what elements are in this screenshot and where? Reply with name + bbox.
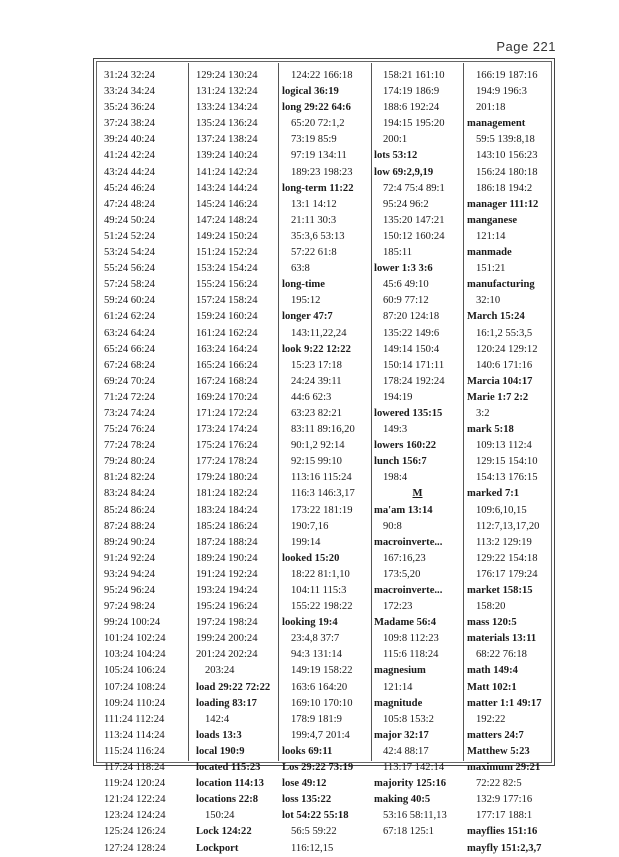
index-entry-refs: 158:20 <box>476 601 506 613</box>
index-entry-refs: 150:24 <box>205 810 235 822</box>
index-entry-refs: 169:24 170:24 <box>196 391 258 403</box>
index-entry-refs: 161:24 162:24 <box>196 327 258 339</box>
index-entry-refs: 151:21 <box>476 263 506 275</box>
index-entry-refs: 149:19 158:22 <box>291 665 353 677</box>
index-entry-refs: 90:1,2 92:14 <box>291 440 345 452</box>
index-entry-refs: 71:24 72:24 <box>104 391 155 403</box>
index-entry-term: market 158:15 <box>467 585 533 596</box>
index-entry-refs: 95:24 96:24 <box>104 585 155 596</box>
index-entry-term: mayflies 151:16 <box>467 826 538 838</box>
index-entry-term: materials 13:11 <box>467 633 537 645</box>
index-entry-refs: 115:24 116:24 <box>104 745 165 757</box>
index-entry-term: ma'am 13:14 <box>374 504 433 516</box>
index-entry-term: March 15:24 <box>467 311 525 323</box>
index-entry-refs: 140:6 171:16 <box>476 359 533 371</box>
index-entry-refs: 94:3 131:14 <box>291 649 342 661</box>
index-entry-refs: 191:24 192:24 <box>196 568 258 580</box>
index-entry-refs: 113:17 142:14 <box>383 762 445 774</box>
index-entry-refs: 92:15 99:10 <box>291 456 342 468</box>
index-entry-refs: 194:9 196:3 <box>476 86 527 98</box>
index-entry-refs: 109:24 110:24 <box>104 697 166 709</box>
index-entry-term: long 29:22 64:6 <box>282 102 351 114</box>
index-entry-term: low 69:2,9,19 <box>374 166 434 178</box>
index-entry-refs: 32:10 <box>476 295 501 307</box>
index-entry-refs: 57:24 58:24 <box>104 279 155 291</box>
index-entry-refs: 45:6 49:10 <box>383 279 429 291</box>
index-entry-refs: 105:24 106:24 <box>104 665 166 677</box>
index-entry-refs: 201:18 <box>476 102 506 114</box>
index-entry-term: located 115:23 <box>196 762 261 774</box>
index-entry-refs: 51:24 52:24 <box>104 230 155 242</box>
index-entry-refs: 142:4 <box>205 713 230 725</box>
index-entry-refs: 157:24 158:24 <box>196 295 258 307</box>
index-entry-refs: 59:5 139:8,18 <box>476 134 535 146</box>
index-entry-refs: 147:24 148:24 <box>196 214 258 226</box>
index-entry-refs: 121:14 <box>383 681 413 693</box>
index-entry-refs: 56:5 59:22 <box>291 826 337 838</box>
index-entry-term: location 114:13 <box>196 778 264 790</box>
index-entry-term: loading 83:17 <box>196 697 257 709</box>
index-entry-refs: 39:24 40:24 <box>104 134 155 146</box>
index-entry-refs: 49:24 50:24 <box>104 214 155 226</box>
index-entry-refs: 159:24 160:24 <box>196 311 258 323</box>
index-entry-refs: 155:22 198:22 <box>291 601 353 613</box>
index-entry-refs: 73:24 74:24 <box>104 407 155 419</box>
index-entry-refs: 65:24 66:24 <box>104 343 155 355</box>
index-entry-refs: 155:24 156:24 <box>196 279 258 291</box>
index-entry-refs: 143:24 144:24 <box>196 182 258 194</box>
index-entry-refs: 178:9 181:9 <box>291 713 342 725</box>
index-entry-refs: 188:6 192:24 <box>383 102 440 114</box>
index-entry-refs: 135:24 136:24 <box>196 118 258 130</box>
index-entry-refs: 165:24 166:24 <box>196 359 258 371</box>
index-entry-refs: 172:23 <box>383 601 413 613</box>
index-entry-refs: 113:24 114:24 <box>104 729 165 741</box>
index-entry-refs: 150:14 171:11 <box>383 359 445 371</box>
index-entry-refs: 60:9 77:12 <box>383 295 429 307</box>
index-entry-term: majority 125:16 <box>374 778 447 790</box>
index-entry-refs: 143:11,22,24 <box>291 327 347 339</box>
index-entry-refs: 101:24 102:24 <box>104 633 166 645</box>
index-entry-refs: 173:22 181:19 <box>291 504 353 516</box>
index-entry-term: lower 1:3 3:6 <box>374 263 433 275</box>
index-entry-term: manufacturing <box>467 279 535 291</box>
index-entry-refs: 109:13 112:4 <box>476 440 532 452</box>
index-entry-refs: 53:24 54:24 <box>104 247 155 259</box>
column-divider <box>371 63 372 761</box>
index-entry-term: Madame 56:4 <box>374 617 437 629</box>
index-entry-refs: 18:22 81:1,10 <box>291 568 350 580</box>
index-entry-refs: 42:4 88:17 <box>383 745 429 757</box>
index-entry-refs: 24:24 39:11 <box>291 375 342 387</box>
index-entry-refs: 194:15 195:20 <box>383 118 445 130</box>
index-entry-refs: 150:12 160:24 <box>383 230 445 242</box>
index-entry-refs: 55:24 56:24 <box>104 263 155 275</box>
index-entry-refs: 166:19 187:16 <box>476 70 538 81</box>
index-entry-refs: 16:1,2 55:3,5 <box>476 327 533 339</box>
index-entry-refs: 65:20 72:1,2 <box>291 118 345 130</box>
index-entry-refs: 93:24 94:24 <box>104 568 155 580</box>
column-divider <box>188 63 189 761</box>
index-entry-refs: 185:24 186:24 <box>196 520 258 532</box>
index-entry-refs: 59:24 60:24 <box>104 295 155 307</box>
index-entry-refs: 129:22 154:18 <box>476 552 538 564</box>
index-entry-refs: 95:24 96:2 <box>383 198 429 210</box>
index-entry-refs: 89:24 90:24 <box>104 536 155 548</box>
index-entry-refs: 132:9 177:16 <box>476 794 533 806</box>
column-divider <box>463 63 464 761</box>
index-entry-refs: 63:8 <box>291 263 310 275</box>
index-entry-refs: 113:2 129:19 <box>476 536 532 548</box>
index-entry-refs: 61:24 62:24 <box>104 311 155 323</box>
index-entry-refs: 73:19 85:9 <box>291 134 337 146</box>
index-entry-refs: 199:4,7 201:4 <box>291 729 350 741</box>
index-entry-refs: 173:24 174:24 <box>196 424 258 436</box>
index-entry-term: marked 7:1 <box>467 488 520 500</box>
page-number: Page 221 <box>496 39 556 54</box>
index-entry-refs: 169:10 170:10 <box>291 697 353 709</box>
index-entry-term: manganese <box>467 214 518 226</box>
index-entry-term: looking 19:4 <box>282 617 338 629</box>
index-entry-refs: 105:8 153:2 <box>383 713 434 725</box>
column-divider <box>278 63 279 761</box>
index-entry-refs: 107:24 108:24 <box>104 681 166 693</box>
index-entry-refs: 195:24 196:24 <box>196 601 258 613</box>
index-entry-refs: 129:24 130:24 <box>196 70 258 81</box>
index-entry-term: lot 54:22 55:18 <box>282 810 349 822</box>
index-entry-refs: 87:24 88:24 <box>104 520 155 532</box>
index-entry-refs: 21:11 30:3 <box>291 214 337 226</box>
index-entry-refs: 43:24 44:24 <box>104 166 155 178</box>
index-entry-refs: 116:3 146:3,17 <box>291 488 355 500</box>
index-entry-refs: 199:24 200:24 <box>196 633 258 645</box>
index-entry-refs: 177:17 188:1 <box>476 810 533 822</box>
index-entry-refs: 23:4,8 37:7 <box>291 633 340 645</box>
index-column-1 <box>104 68 186 857</box>
index-entry-term: magnesium <box>374 665 426 677</box>
index-entry-refs: 111:24 112:24 <box>104 713 165 725</box>
index-entry-refs: 87:20 124:18 <box>383 311 440 323</box>
index-entry-term: long-term 11:22 <box>282 182 354 194</box>
index-entry-refs: 171:24 172:24 <box>196 407 258 419</box>
index-entry-refs: 151:24 152:24 <box>196 247 258 259</box>
index-entry-refs: 145:24 146:24 <box>196 198 258 210</box>
index-entry-refs: 45:24 46:24 <box>104 182 155 194</box>
index-entry-term: Matthew 5:23 <box>467 745 530 757</box>
index-entry-refs: 167:16,23 <box>383 552 426 564</box>
index-entry-refs: 179:24 180:24 <box>196 472 258 484</box>
index-entry-refs: 190:7,16 <box>291 520 329 532</box>
index-entry-refs: 33:24 34:24 <box>104 86 155 98</box>
index-entry-refs: 149:14 150:4 <box>383 343 440 355</box>
index-entry-refs: 120:24 129:12 <box>476 343 538 355</box>
index-entry-term: mass 120:5 <box>467 617 517 629</box>
index-entry-refs: 156:24 180:18 <box>476 166 538 178</box>
index-entry-refs: 104:11 115:3 <box>291 585 347 596</box>
index-entry-refs: 79:24 80:24 <box>104 456 155 468</box>
index-entry-refs: 35:3,6 53:13 <box>291 230 345 242</box>
index-entry-refs: 201:24 202:24 <box>196 649 258 661</box>
index-entry-refs: 3:2 <box>476 407 490 419</box>
index-entry-refs: 199:14 <box>291 536 321 548</box>
index-entry-term: loads 13:3 <box>196 729 242 741</box>
index-entry-refs: 154:13 176:15 <box>476 472 538 484</box>
index-entry-refs: 198:4 <box>383 472 408 484</box>
index-column-5 <box>467 68 553 857</box>
index-entry-refs: 193:24 194:24 <box>196 585 258 596</box>
index-entry-term: looks 69:11 <box>282 745 333 757</box>
index-entry-refs: 83:24 84:24 <box>104 488 155 500</box>
index-entry-term: mark 5:18 <box>467 424 514 436</box>
index-column-4 <box>374 68 461 841</box>
index-entry-refs: 133:24 134:24 <box>196 102 258 114</box>
index-entry-term: lose 49:12 <box>282 778 327 790</box>
index-entry-refs: 91:24 92:24 <box>104 552 155 564</box>
index-entry-term: Matt 102:1 <box>467 681 517 693</box>
index-entry-refs: 173:5,20 <box>383 568 421 580</box>
index-entry-refs: 35:24 36:24 <box>104 102 155 114</box>
index-entry-refs: 124:22 166:18 <box>291 70 353 81</box>
index-entry-refs: 97:24 98:24 <box>104 601 155 613</box>
index-entry-refs: 197:24 198:24 <box>196 617 258 629</box>
index-entry-refs: 115:6 118:24 <box>383 649 439 661</box>
index-entry-refs: 175:24 176:24 <box>196 440 258 452</box>
index-entry-refs: 109:8 112:23 <box>383 633 439 645</box>
index-entry-term: macroinverte... <box>374 585 443 596</box>
index-entry-refs: 63:24 64:24 <box>104 327 155 339</box>
index-entry-term: matters 24:7 <box>467 729 524 741</box>
index-entry-refs: 109:6,10,15 <box>476 504 527 516</box>
index-entry-term: long-time <box>282 279 325 291</box>
index-entry-term: Los 29:22 73:19 <box>282 762 354 774</box>
index-entry-term: maximum 29:21 <box>467 762 541 774</box>
index-entry-refs: 158:21 161:10 <box>383 70 445 81</box>
index-entry-refs: 186:18 194:2 <box>476 182 533 194</box>
index-entry-refs: 112:7,13,17,20 <box>476 520 540 532</box>
index-column-2 <box>196 68 276 857</box>
index-entry-refs: 125:24 126:24 <box>104 826 166 838</box>
index-entry-refs: 129:15 154:10 <box>476 456 538 468</box>
index-entry-refs: 189:24 190:24 <box>196 552 258 564</box>
index-entry-refs: 103:24 104:24 <box>104 649 166 661</box>
index-entry-term: major 32:17 <box>374 729 429 741</box>
index-entry-term: Marcia 104:17 <box>467 375 533 387</box>
index-entry-refs: 117:24 118:24 <box>104 762 165 774</box>
index-entry-term: Lockport <box>196 842 239 854</box>
index-entry-refs: 189:23 198:23 <box>291 166 353 178</box>
index-entry-term: lunch 156:7 <box>374 456 427 468</box>
index-entry-refs: 163:6 164:20 <box>291 681 348 693</box>
index-entry-refs: 68:22 76:18 <box>476 649 527 661</box>
index-entry-term: loss 135:22 <box>282 794 332 806</box>
index-entry-refs: 131:24 132:24 <box>196 86 258 98</box>
index-entry-refs: 63:23 82:21 <box>291 407 342 419</box>
index-column-3 <box>282 68 369 857</box>
index-entry-refs: 176:17 179:24 <box>476 568 538 580</box>
index-entry-refs: 194:19 <box>383 391 413 403</box>
index-entry-refs: 139:24 140:24 <box>196 150 258 162</box>
index-entry-refs: 195:12 <box>291 295 321 307</box>
index-entry-term: logical 36:19 <box>282 86 339 98</box>
index-entry-refs: 185:11 <box>383 247 413 259</box>
index-entry-refs: 44:6 62:3 <box>291 391 332 403</box>
index-entry-term: math 149:4 <box>467 665 518 677</box>
index-entry-refs: 57:22 61:8 <box>291 247 337 259</box>
index-entry-term: making 40:5 <box>374 794 431 806</box>
index-entry-refs: 116:12,15 <box>291 842 334 854</box>
index-entry-term: mayfly 151:2,3,7 <box>467 842 542 854</box>
index-entry-refs: 47:24 48:24 <box>104 198 155 210</box>
index-entry-refs: 137:24 138:24 <box>196 134 258 146</box>
index-entry-refs: 177:24 178:24 <box>196 456 258 468</box>
index-entry-refs: 72:22 82:5 <box>476 778 522 790</box>
index-entry-refs: 123:24 124:24 <box>104 810 166 822</box>
index-entry-term: magnitude <box>374 697 423 709</box>
index-entry-refs: 149:3 <box>383 424 408 436</box>
index-entry-refs: 13:1 14:12 <box>291 198 337 210</box>
index-entry-term: longer 47:7 <box>282 311 333 323</box>
index-entry-refs: 121:14 <box>476 230 506 242</box>
index-entry-refs: 37:24 38:24 <box>104 118 155 130</box>
index-entry-refs: 90:8 <box>383 520 402 532</box>
index-entry-term: lowers 160:22 <box>374 440 437 452</box>
index-entry-refs: 141:24 142:24 <box>196 166 258 178</box>
index-entry-term: manmade <box>467 247 512 259</box>
index-entry-term: lowered 135:15 <box>374 407 443 419</box>
index-entry-refs: 143:10 156:23 <box>476 150 538 162</box>
index-entry-refs: 200:1 <box>383 134 408 146</box>
index-entry-refs: 72:4 75:4 89:1 <box>383 182 445 194</box>
index-entry-term: look 9:22 12:22 <box>282 343 351 355</box>
index-entry-refs: 127:24 128:24 <box>104 842 166 854</box>
index-entry-refs: 149:24 150:24 <box>196 230 258 242</box>
index-entry-term: local 190:9 <box>196 745 245 757</box>
index-entry-refs: 85:24 86:24 <box>104 504 155 516</box>
index-entry-refs: 99:24 100:24 <box>104 617 161 629</box>
index-entry-refs: 113:16 115:24 <box>291 472 352 484</box>
index-entry-refs: 75:24 76:24 <box>104 424 155 436</box>
index-entry-refs: 167:24 168:24 <box>196 375 258 387</box>
index-entry-refs: 135:22 149:6 <box>383 327 440 339</box>
index-entry-refs: 174:19 186:9 <box>383 86 440 98</box>
index-entry-refs: 163:24 164:24 <box>196 343 258 355</box>
index-entry-refs: 135:20 147:21 <box>383 214 445 226</box>
index-entry-refs: 121:24 122:24 <box>104 794 166 806</box>
index-entry-term: macroinverte... <box>374 536 443 548</box>
index-entry-refs: 81:24 82:24 <box>104 472 155 484</box>
index-entry-refs: 192:22 <box>476 713 506 725</box>
index-entry-term: looked 15:20 <box>282 552 340 564</box>
index-entry-refs: 203:24 <box>205 665 235 677</box>
index-entry-refs: 41:24 42:24 <box>104 150 155 162</box>
index-entry-refs: 77:24 78:24 <box>104 440 155 452</box>
index-entry-refs: 178:24 192:24 <box>383 375 445 387</box>
index-entry-refs: 183:24 184:24 <box>196 504 258 516</box>
index-entry-term: manager 111:12 <box>467 198 539 210</box>
index-entry-refs: 67:18 125:1 <box>383 826 434 838</box>
index-entry-refs: 181:24 182:24 <box>196 488 258 500</box>
index-entry-term: load 29:22 72:22 <box>196 681 271 693</box>
index-entry-term: management <box>467 118 526 130</box>
index-entry-refs: 53:16 58:11,13 <box>383 810 447 822</box>
index-section-letter: M <box>412 488 423 500</box>
index-entry-refs: 31:24 32:24 <box>104 70 155 81</box>
index-entry-refs: 153:24 154:24 <box>196 263 258 275</box>
index-entry-refs: 15:23 17:18 <box>291 359 342 371</box>
index-entry-refs: 67:24 68:24 <box>104 359 155 371</box>
index-entry-term: lots 53:12 <box>374 150 418 162</box>
index-entry-refs: 119:24 120:24 <box>104 778 166 790</box>
index-entry-term: Marie 1:7 2:2 <box>467 391 529 403</box>
index-entry-term: locations 22:8 <box>196 794 259 806</box>
index-entry-term: matter 1:1 49:17 <box>467 697 542 709</box>
index-entry-refs: 97:19 134:11 <box>291 150 347 162</box>
index-entry-refs: 83:11 89:16,20 <box>291 424 355 436</box>
index-entry-refs: 69:24 70:24 <box>104 375 155 387</box>
index-entry-term: Lock 124:22 <box>196 826 252 838</box>
index-entry-refs: 187:24 188:24 <box>196 536 258 548</box>
